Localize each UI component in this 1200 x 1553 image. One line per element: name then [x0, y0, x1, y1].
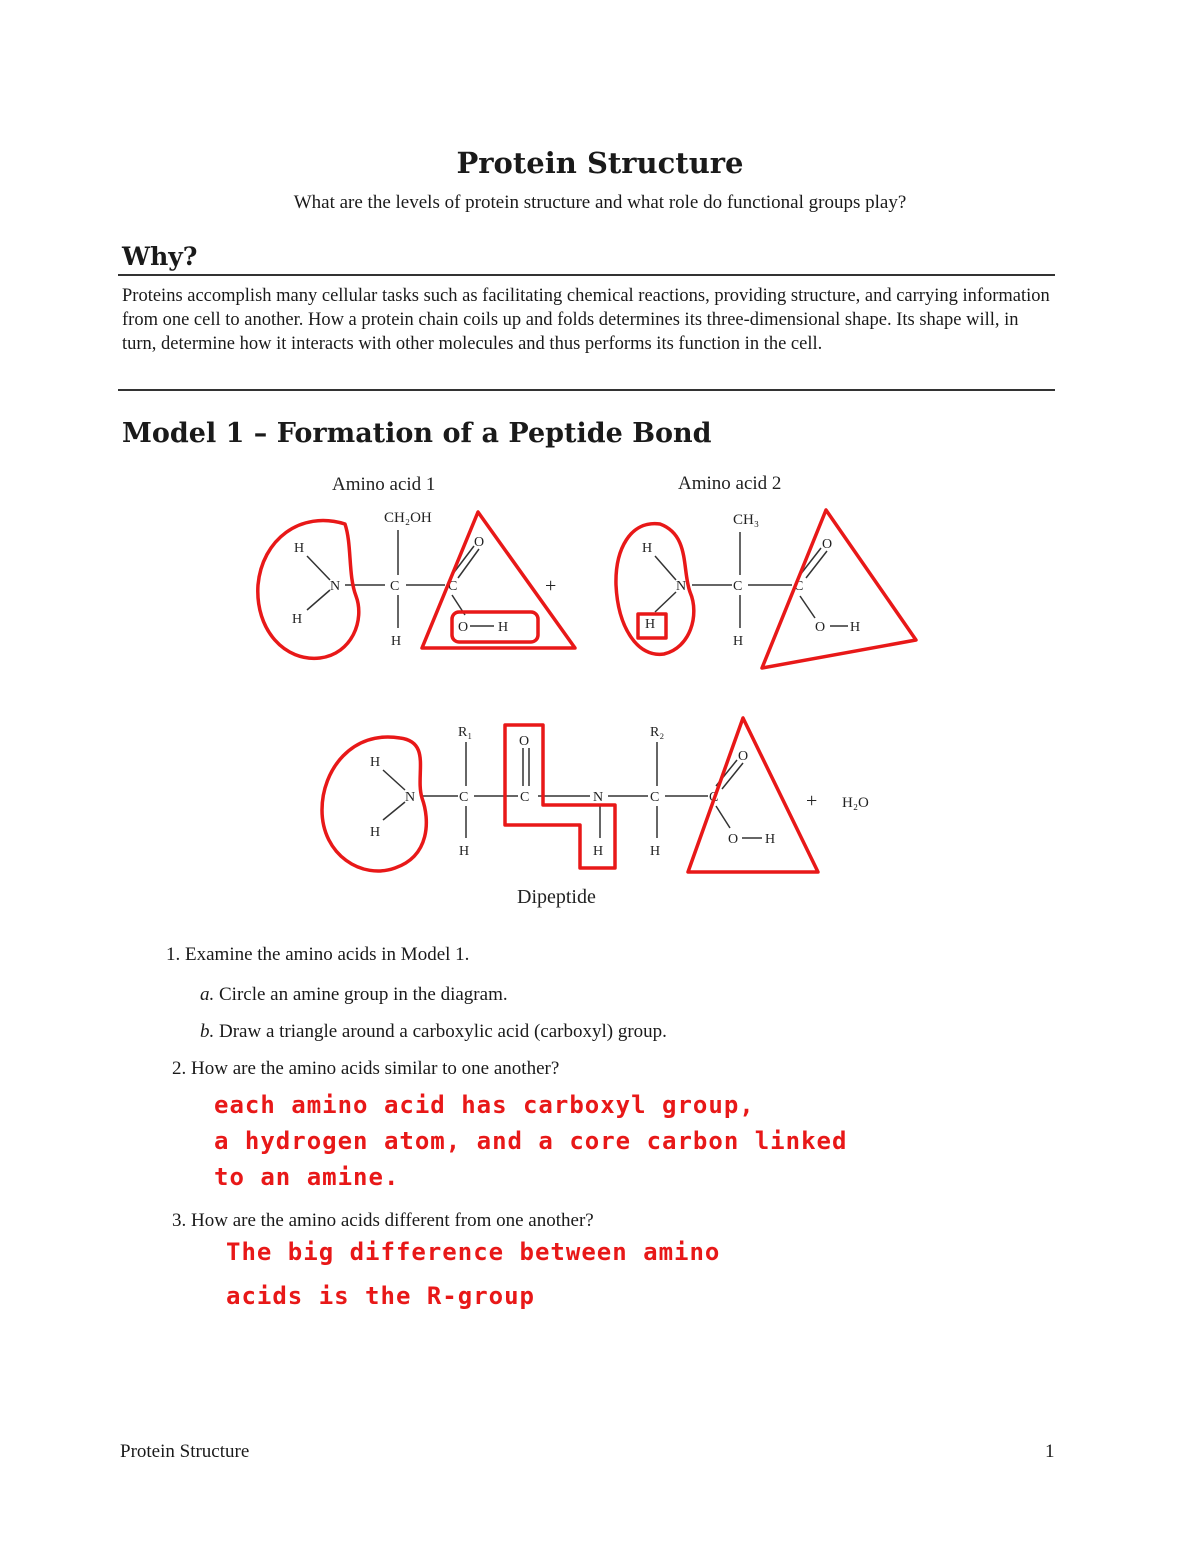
aa2-carboxyl-triangle: [762, 510, 916, 668]
aa2-hydroxyl-h: H: [850, 620, 861, 635]
question-3-text: How are the amino acids different from one another?: [191, 1210, 594, 1231]
question-2-text: How are the amino acids similar to one another?: [191, 1058, 560, 1079]
question-2-number: 2.: [172, 1058, 187, 1079]
dp-c1: C: [459, 790, 469, 805]
question-1-number: 1.: [166, 944, 181, 965]
aa2-carbonyl-o: O: [822, 537, 833, 552]
why-top-rule: [118, 274, 1055, 276]
dipeptide-carboxyl-triangle: [688, 718, 818, 872]
dp-hydroxyl-o: O: [728, 832, 739, 847]
dp-carboxyl-o: O: [738, 749, 749, 764]
dp-h-bottom: H: [370, 825, 381, 840]
question-3-number: 3.: [172, 1210, 187, 1231]
question-1a-letter: a.: [200, 984, 215, 1005]
dp-c2: C: [650, 790, 660, 805]
question-1a-text: Circle an amine group in the diagram.: [219, 984, 508, 1005]
aa1-carboxyl-c: C: [448, 579, 458, 594]
aa2-h-alpha: H: [733, 634, 744, 649]
question-1-text: Examine the amino acids in Model 1.: [185, 944, 470, 965]
question-1b-letter: b.: [200, 1021, 215, 1042]
aa1-n: N: [330, 579, 341, 594]
amino-acid-2-label: Amino acid 2: [678, 473, 782, 494]
aa1-hydroxyl-o: O: [458, 620, 469, 635]
question-1: [166, 944, 469, 966]
aa1-h-bottom: H: [292, 612, 303, 627]
page-subtitle: What are the levels of protein structure and what role do functional groups play?: [293, 192, 907, 213]
dp-plus: +: [806, 790, 818, 812]
aa1-h-top: H: [294, 541, 305, 556]
dp-carbonyl-o: O: [519, 734, 530, 749]
aa2-hydroxyl-o: O: [815, 620, 826, 635]
dp-n1: N: [405, 790, 416, 805]
aa2-alpha-c: C: [733, 579, 743, 594]
question-2: [172, 1058, 559, 1080]
amino-acid-1-label: Amino acid 1: [332, 474, 436, 495]
dp-carboxyl-c: C: [709, 790, 719, 805]
dp-r2: R₂: [650, 725, 665, 740]
why-bottom-rule: [118, 389, 1055, 391]
why-heading: Why?: [122, 242, 198, 271]
dp-carbonyl-c: C: [520, 790, 530, 805]
page-number: 1: [1045, 1441, 1055, 1462]
question-1a: [200, 984, 508, 1006]
aa1-side-chain: CH₂OH: [384, 510, 432, 526]
footer-title: Protein Structure: [120, 1441, 250, 1462]
answer-3-line-1: The big difference between amino: [226, 1238, 721, 1266]
question-1b: [200, 1021, 667, 1043]
page-title: Protein Structure: [456, 146, 744, 180]
answer-2-line-1: each amino acid has carboxyl group,: [214, 1091, 755, 1119]
dp-h1: H: [459, 844, 470, 859]
dipeptide-label: Dipeptide: [517, 886, 596, 908]
aa1-alpha-c: C: [390, 579, 400, 594]
dp-n2: N: [593, 790, 604, 805]
aa2-carboxyl-c: C: [794, 579, 804, 594]
question-1b-text: Draw a triangle around a carboxylic acid (carboxyl) group.: [219, 1021, 667, 1042]
model-heading: Model 1 – Formation of a Peptide Bond: [122, 418, 712, 449]
question-3: [172, 1210, 594, 1232]
aa1-hydroxyl-h: H: [498, 620, 509, 635]
answer-2-line-2: a hydrogen atom, and a core carbon linked: [214, 1127, 848, 1155]
aa1-carbonyl-o: O: [474, 535, 485, 550]
dp-hydroxyl-h: H: [765, 832, 776, 847]
dp-nh: H: [593, 844, 604, 859]
aa2-n: N: [676, 579, 687, 594]
aa1-amine-circle: [258, 521, 359, 659]
dp-h-top: H: [370, 755, 381, 770]
plus-sign: +: [545, 575, 557, 597]
dp-r1: R₁: [458, 725, 473, 740]
why-paragraph: Proteins accomplish many cellular tasks such as facilitating chemical reactions, providing structure, and carrying information from one cell to another. How a protein chain coils up and folds determines its three-dimensional shape. Its shape will, in turn, determine how it interacts with other molecules and thus performs its function in the cell.: [122, 286, 1050, 354]
aa2-h-top: H: [642, 541, 653, 556]
answer-3-line-2: acids is the R-group: [226, 1282, 535, 1310]
answer-2-line-3: to an amine.: [214, 1163, 400, 1191]
aa1-h-alpha: H: [391, 634, 402, 649]
dp-water: H₂O: [842, 795, 869, 811]
aa2-h-bottom: H: [645, 617, 656, 632]
aa2-side-chain: CH₃: [733, 512, 760, 528]
peptide-bond-diagram: [0, 460, 1200, 920]
dp-h2: H: [650, 844, 661, 859]
